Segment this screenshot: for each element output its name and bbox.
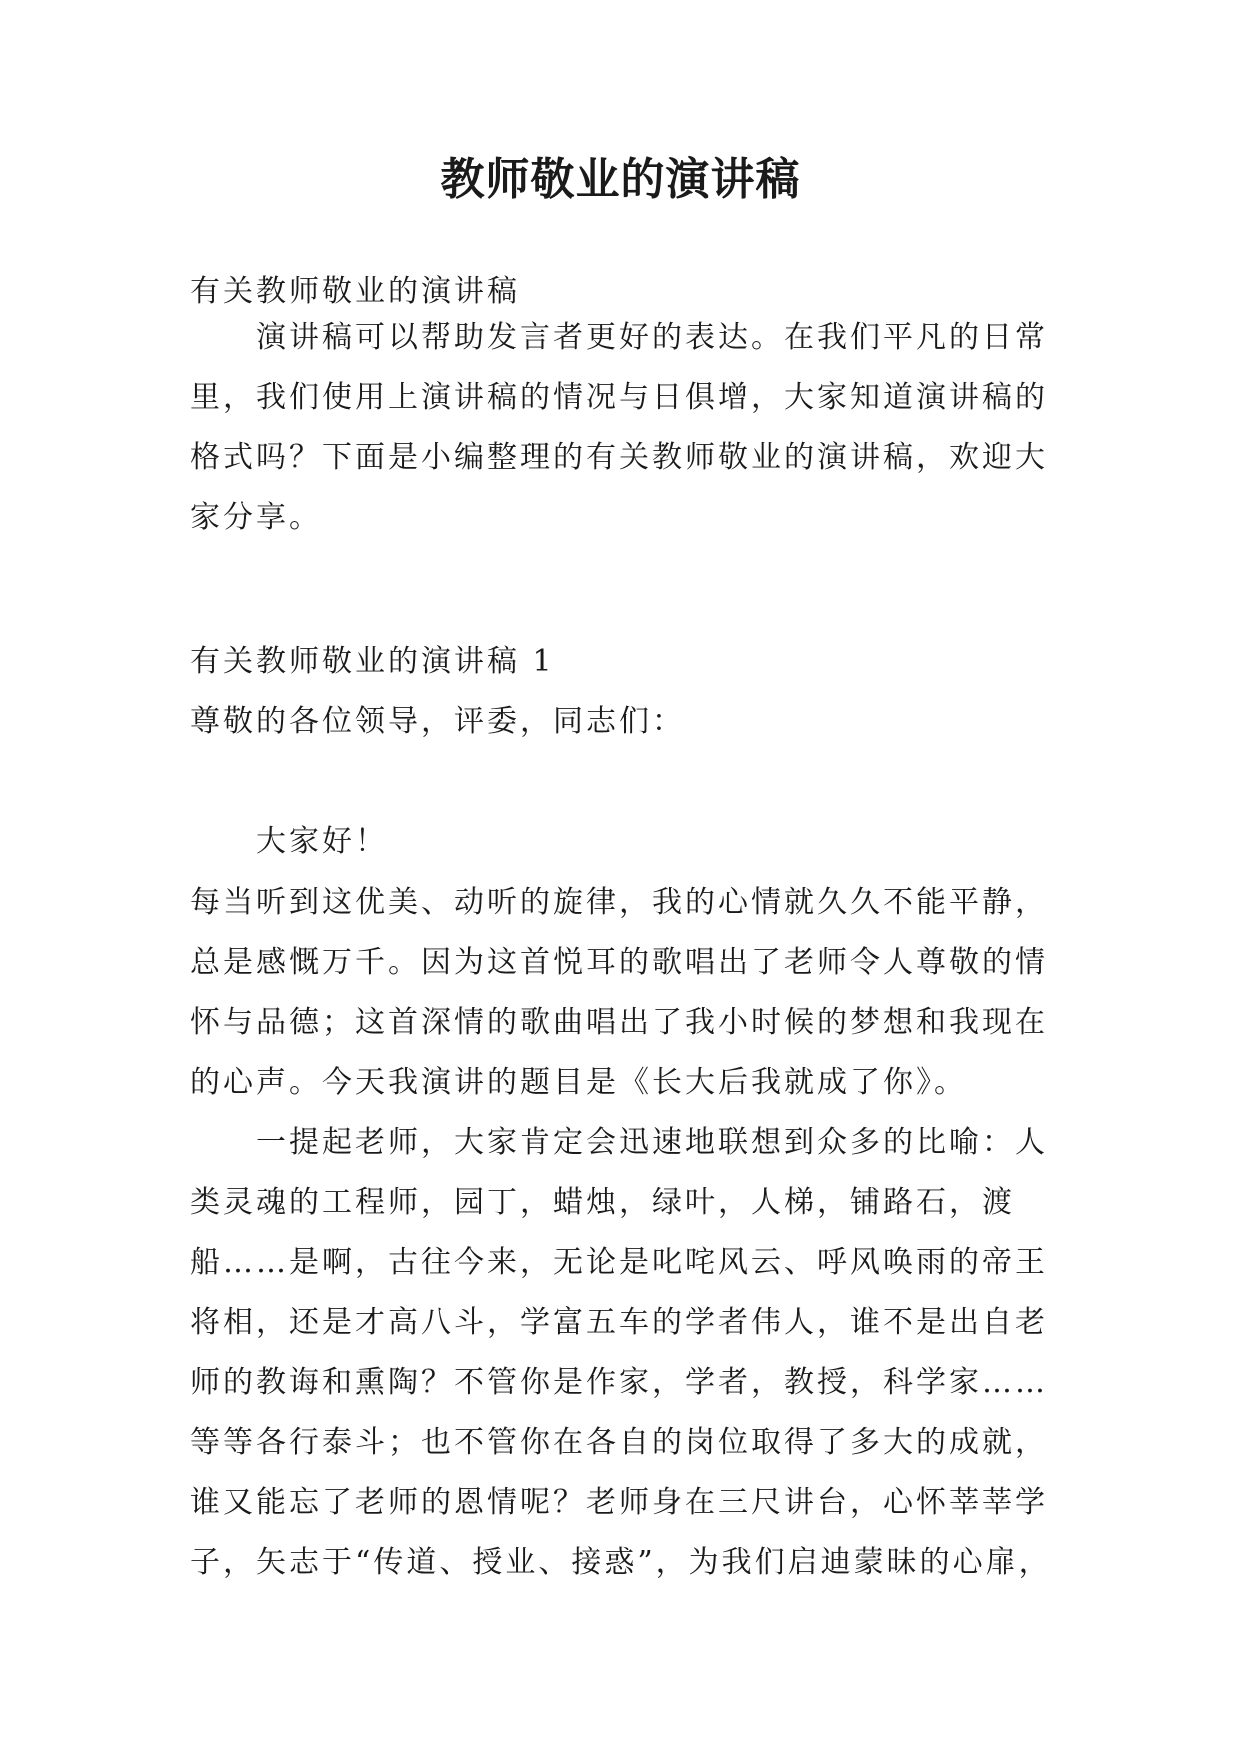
document-subtitle: 有关教师敬业的演讲稿 bbox=[190, 274, 520, 309]
paragraph-line: 一提起老师，大家肯定会迅速地联想到众多的比喻：人 bbox=[256, 1125, 1048, 1160]
paragraph-line: 船……是啊，古往今来，无论是叱咤风云、呼风唤雨的帝王 bbox=[190, 1245, 1048, 1280]
intro-line: 演讲稿可以帮助发言者更好的表达。在我们平凡的日常 bbox=[256, 320, 1048, 355]
document-title: 教师敬业的演讲稿 bbox=[440, 154, 801, 205]
intro-paragraph bbox=[190, 308, 1070, 548]
paragraph-line: 总是感慨万千。因为这首悦耳的歌唱出了老师令人尊敬的情 bbox=[190, 945, 1048, 980]
paragraph-line: 怀与品德；这首深情的歌曲唱出了我小时候的梦想和我现在 bbox=[190, 1005, 1048, 1040]
paragraph-line: 等等各行泰斗；也不管你在各自的岗位取得了多大的成就， bbox=[190, 1425, 1048, 1460]
speech-paragraph-1 bbox=[190, 873, 1070, 1113]
paragraph-line: 的心声。今天我演讲的题目是《长大后我就成了你》。 bbox=[190, 1065, 967, 1100]
speech-paragraph-2 bbox=[190, 1113, 1070, 1593]
intro-line: 格式吗？下面是小编整理的有关教师敬业的演讲稿，欢迎大 bbox=[190, 440, 1048, 475]
salutation: 尊敬的各位领导，评委，同志们： bbox=[190, 704, 685, 739]
section-heading: 有关教师敬业的演讲稿 1 bbox=[190, 644, 555, 679]
paragraph-line: 每当听到这优美、动听的旋律，我的心情就久久不能平静， bbox=[190, 885, 1048, 920]
paragraph-line: 将相，还是才高八斗，学富五车的学者伟人，谁不是出自老 bbox=[190, 1305, 1048, 1340]
greeting: 大家好！ bbox=[256, 824, 388, 859]
paragraph-line: 子，矢志于“传道、授业、接惑”，为我们启迪蒙昧的心扉， bbox=[190, 1545, 1052, 1580]
intro-line: 里，我们使用上演讲稿的情况与日俱增，大家知道演讲稿的 bbox=[190, 380, 1048, 415]
paragraph-line: 类灵魂的工程师，园丁，蜡烛，绿叶，人梯，铺路石，渡 bbox=[190, 1185, 1015, 1220]
intro-line: 家分享。 bbox=[190, 500, 322, 535]
paragraph-line: 谁又能忘了老师的恩情呢？老师身在三尺讲台，心怀莘莘学 bbox=[190, 1485, 1048, 1520]
paragraph-line: 师的教诲和熏陶？不管你是作家，学者，教授，科学家…… bbox=[190, 1365, 1048, 1400]
